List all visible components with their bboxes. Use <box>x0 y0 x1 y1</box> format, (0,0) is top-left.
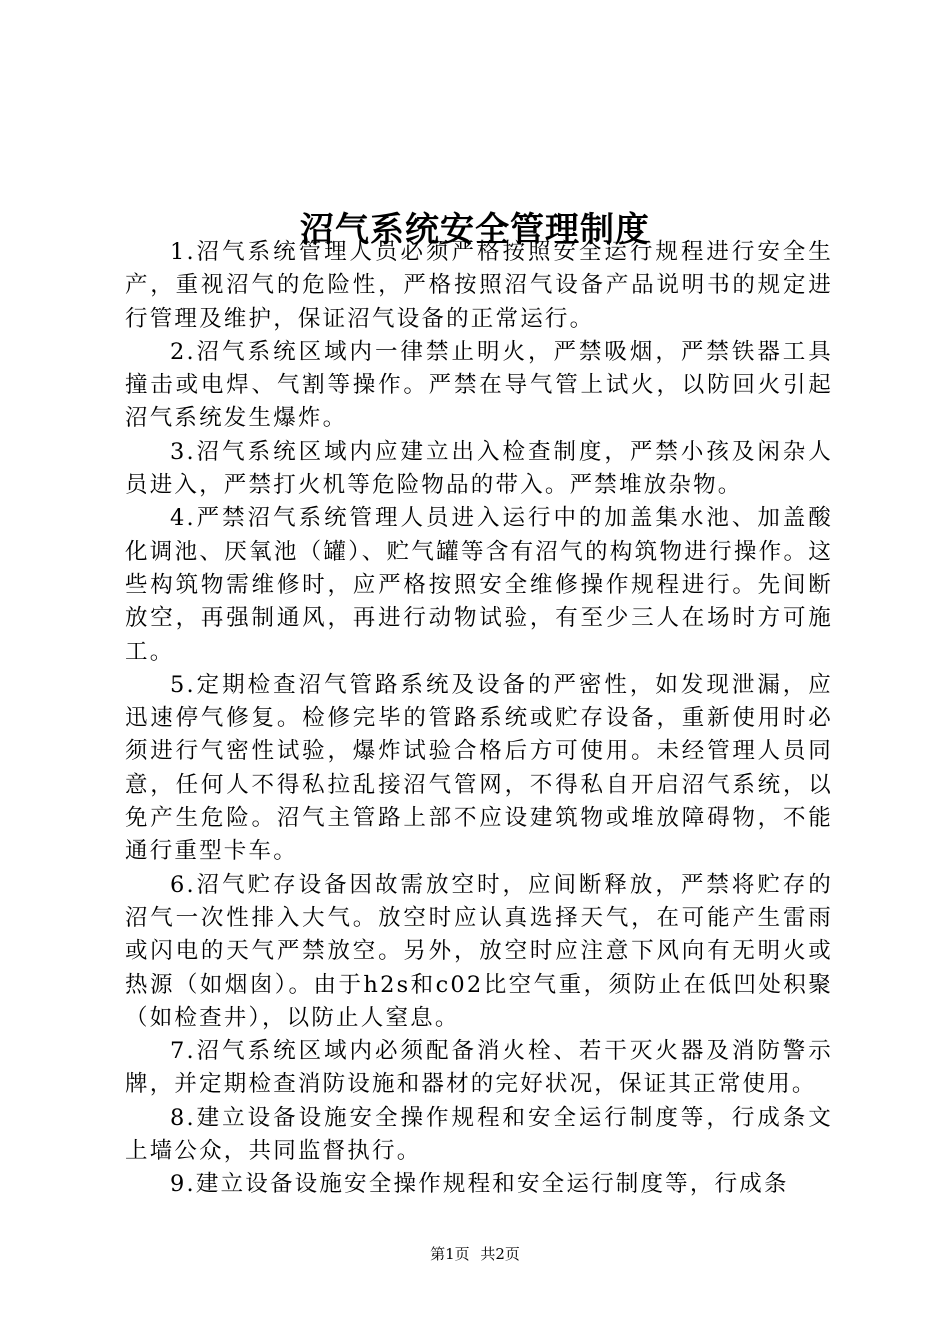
paragraph-8: 8.建立设备设施安全操作规程和安全运行制度等，行成条文上墙公众，共同监督执行。 <box>125 1104 833 1165</box>
paragraph-6: 6.沼气贮存设备因故需放空时，应间断释放，严禁将贮存的沼气一次性排入大气。放空时应认真选择天气，在可能产生雷雨或闪电的天气严禁放空。另外，放空时应注意下风向有无明火或热源（如烟囱）。由于h2s和c02比空气重，须防止在低凹处积聚（如检查井），以防止人窒息。 <box>125 871 833 1031</box>
paragraph-2: 2.沼气系统区域内一律禁止明火，严禁吸烟，严禁铁器工具撞击或电焊、气割等操作。严禁在导气管上试火，以防回火引起沼气系统发生爆炸。 <box>125 338 833 432</box>
page-number: 第1页 <box>430 1245 470 1263</box>
paragraph-9: 9.建立设备设施安全操作规程和安全运行制度等，行成条 <box>170 1171 789 1198</box>
page-footer <box>0 1244 950 1264</box>
paragraph-7: 7.沼气系统区域内必须配备消火栓、若干灭火器及消防警示牌，并定期检查消防设施和器材的完好状况，保证其正常使用。 <box>125 1038 833 1098</box>
document-body <box>125 236 833 1202</box>
paragraph-5: 5.定期检查沼气管路系统及设备的严密性，如发现泄漏，应迅速停气修复。检修完毕的管路系统或贮存设备，重新使用时必须进行气密性试验，爆炸试验合格后方可使用。未经管理人员同意，任何人不得私拉乱接沼气管网，不得私自开启沼气系统，以免产生危险。沼气主管路上部不应设建筑物或堆放障碍物，不能通行重型卡车。 <box>125 671 833 865</box>
paragraph-4: 4.严禁沼气系统管理人员进入运行中的加盖集水池、加盖酸化调池、厌氧池（罐）、贮气罐等含有沼气的构筑物进行操作。这些构筑物需维修时，应严格按照安全维修操作规程进行。先间断放空，再强制通风，再进行动物试验，有至少三人在场时方可施工。 <box>125 505 833 665</box>
document-title: 沼气系统安全管理制度 <box>300 209 650 250</box>
paragraph-3: 3.沼气系统区域内应建立出入检查制度，严禁小孩及闲杂人员进入，严禁打火机等危险物品的带入。严禁堆放杂物。 <box>125 438 833 499</box>
page-total: 共2页 <box>480 1245 520 1263</box>
paragraph-1: 1.沼气系统管理人员必须严格按照安全运行规程进行安全生产，重视沼气的危险性，严格按照沼气设备产品说明书的规定进行管理及维护，保证沼气设备的正常运行。 <box>125 239 833 332</box>
